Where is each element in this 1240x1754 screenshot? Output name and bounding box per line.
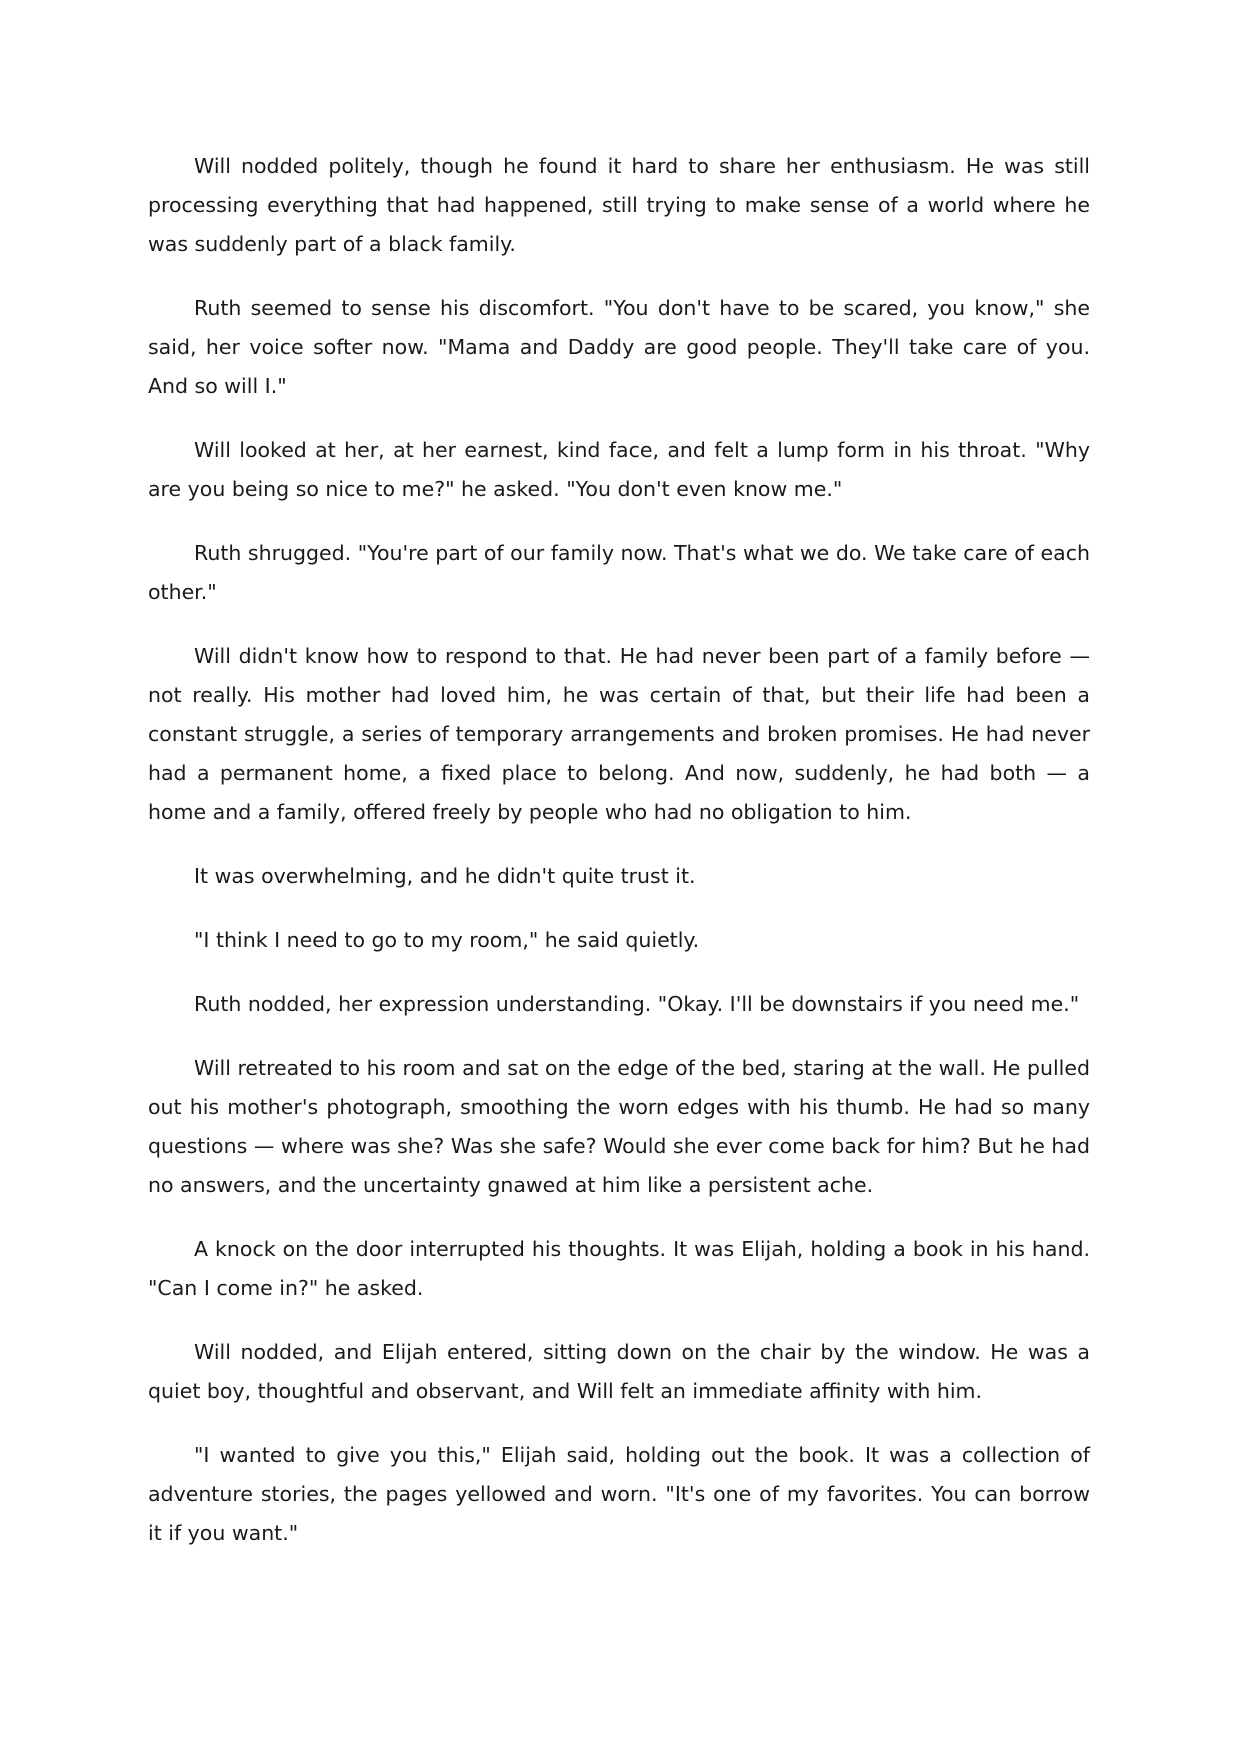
paragraph: It was overwhelming, and he didn't quite trust it. bbox=[194, 864, 696, 888]
paragraph: Will didn't know how to respond to that. He had never been part of a family before — not really. His mother had loved him, he was certain of that, but their life had been a constant struggle, a series of temporary arrangements and broken promises. He had never had a permanent home, a fixed place to belong. And now, suddenly, he had both — a home and a family, offered freely by people who had no obligation to him. bbox=[148, 644, 1090, 824]
paragraph: Will nodded, and Elijah entered, sitting down on the chair by the window. He was a quiet boy, thoughtful and observant, and Will felt an immediate affinity with him. bbox=[148, 1340, 1090, 1403]
paragraph: Will looked at her, at her earnest, kind face, and felt a lump form in his throat. "Why are you being so nice to me?" he asked. "You don't even know me." bbox=[148, 438, 1090, 501]
paragraph: "I think I need to go to my room," he said quietly. bbox=[194, 928, 700, 952]
paragraph: Will retreated to his room and sat on the edge of the bed, staring at the wall. He pulled out his mother's photograph, smoothing the worn edges with his thumb. He had so many questions — where was she? Was she safe? Would she ever come back for him? But he had no answers, and the uncertainty gnawed at him like a persistent ache. bbox=[148, 1056, 1090, 1197]
paragraph: Ruth shrugged. "You're part of our family now. That's what we do. We take care of each other." bbox=[148, 541, 1090, 604]
paragraph: Ruth seemed to sense his discomfort. "You don't have to be scared, you know," she said, her voice softer now. "Mama and Daddy are good people. They'll take care of you. And so will I." bbox=[148, 296, 1090, 398]
page-body-text bbox=[148, 147, 1090, 1578]
paragraph: A knock on the door interrupted his thoughts. It was Elijah, holding a book in his hand. "Can I come in?" he asked. bbox=[148, 1237, 1090, 1300]
paragraph: Will nodded politely, though he found it hard to share her enthusiasm. He was still processing everything that had happened, still trying to make sense of a world where he was suddenly part of a black family. bbox=[148, 154, 1090, 256]
paragraph: Ruth nodded, her expression understanding. "Okay. I'll be downstairs if you need me." bbox=[194, 992, 1080, 1016]
paragraph: "I wanted to give you this," Elijah said, holding out the book. It was a collection of adventure stories, the pages yellowed and worn. "It's one of my favorites. You can borrow it if you want." bbox=[148, 1443, 1090, 1545]
